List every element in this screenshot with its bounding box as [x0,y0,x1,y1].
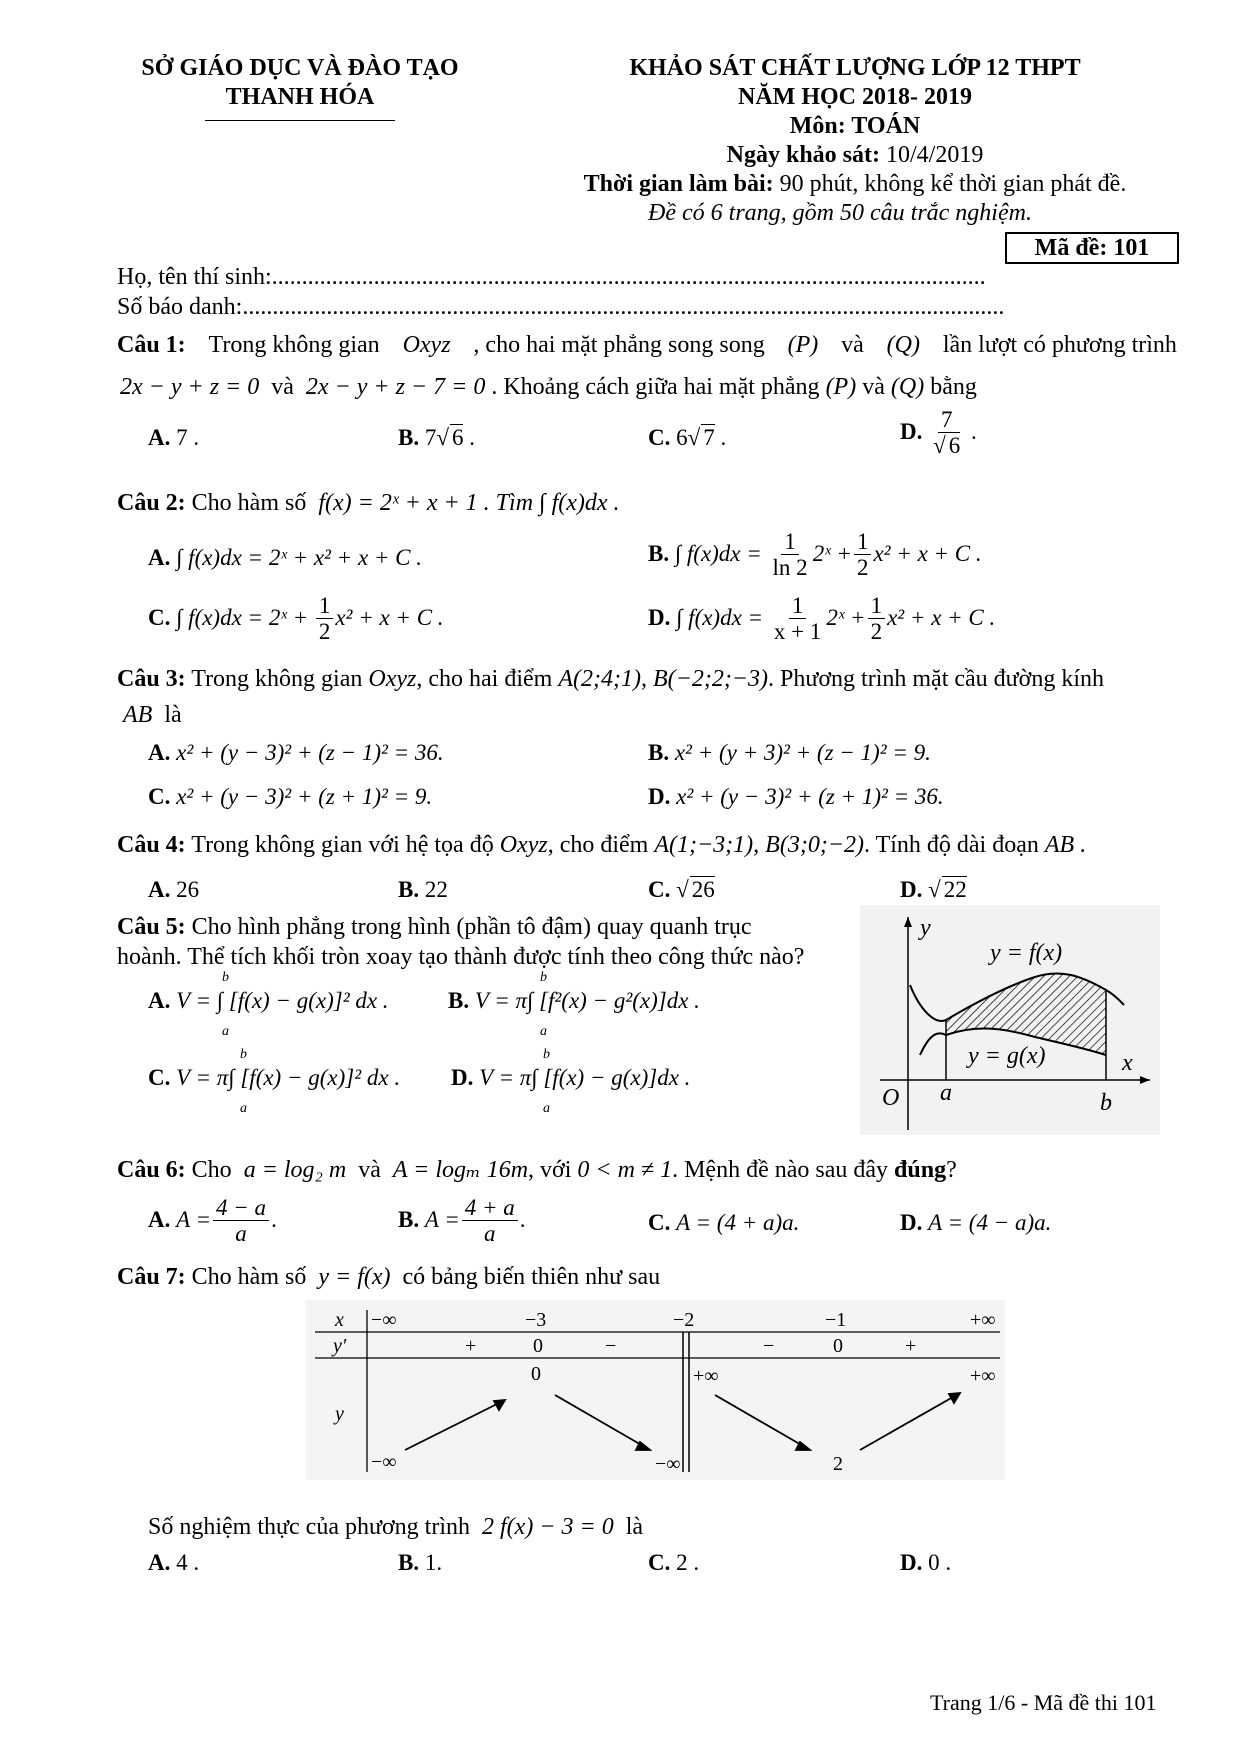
origin-label: O [882,1085,900,1111]
q2-option-d[interactable]: D. ∫ f(x)dx = $\frac{1}{x + 1}$ 2ˣ + $\frac{1}{2}$ x² + x + C . [648,593,996,644]
y-value: −∞ [371,1451,397,1473]
student-id-field[interactable]: Số báo danh:............................................................................................................................... [117,294,1005,320]
q6-option-a[interactable]: A. A = $\frac{4 - a}{a}$ . [148,1195,277,1246]
limit-lower: a [543,1101,550,1116]
question-1: Câu 1: Trong không gian Oxyz , cho hai mặt phẳng song song (P) và (Q) lần lượt có phương trình [117,332,1177,358]
school-year: NĂM HỌC 2018- 2019 [738,84,972,110]
x-value: −2 [673,1309,695,1331]
q2-option-c[interactable]: C. ∫ f(x)dx = 2ˣ + $\frac{1}{2}$ x² + x + C . [148,593,444,644]
question-7-ask: Số nghiệm thực của phương trình 2 f(x) − 3 = 0 là [148,1514,644,1540]
q3-option-d[interactable]: D. x² + (y − 3)² + (z + 1)² = 36. [648,784,944,809]
question-3: Câu 3: Trong không gian Oxyz, cho hai điểm A(2;4;1), B(−2;2;−3). Phương trình mặt cầu đường kính [117,666,1105,692]
y-value: +∞ [970,1365,996,1387]
header-left [100,54,500,112]
q5-option-b[interactable]: B. V = π∫ [f²(x) − g²(x)]dx . [448,988,700,1013]
sign: 0 [533,1335,543,1357]
sign: + [905,1335,917,1357]
exam-date: Ngày khảo sát: 10/4/2019 [726,142,984,168]
limit-upper: b [543,1047,550,1062]
header-underline [205,120,395,121]
q1-option-d[interactable]: D. $\frac{7}{√ 6}$ . [900,407,977,458]
a-label: a [940,1080,952,1106]
question-5: Câu 5: Cho hình phẳng trong hình (phần tô đậm) quay quanh trục [117,914,752,940]
pages-note: Đề có 6 trang, gồm 50 câu trắc nghiệm. [648,200,1032,226]
q7-option-c[interactable]: C. 2 . [648,1550,700,1575]
x-value: +∞ [970,1309,996,1331]
y-row-label: y [335,1403,344,1425]
q6-option-c[interactable]: C. A = (4 + a)a. [648,1210,800,1235]
student-name-field[interactable]: Họ, tên thí sinh:....................................................................................................................... [117,264,986,290]
sign: − [605,1335,617,1357]
sign: − [763,1335,775,1357]
q1-option-a[interactable]: A. 7 . [148,425,200,450]
q1-option-c[interactable]: C. 6√ 7 . [648,425,727,450]
q7-option-b[interactable]: B. 1. [398,1550,443,1575]
limit-lower: a [240,1101,247,1116]
q5-option-c[interactable]: C. V = π∫ [f(x) − g(x)]² dx . [148,1065,401,1090]
exam-title: KHẢO SÁT CHẤT LƯỢNG LỚP 12 THPT [629,55,1081,81]
q6-option-b[interactable]: B. A = $\frac{4 + a}{a}$ . [398,1195,526,1246]
q4-option-b[interactable]: B. 22 [398,877,448,902]
q4-option-d[interactable]: D. √ 22 [900,877,967,902]
q1-option-b[interactable]: B. 7√ 6 . [398,425,475,450]
exam-code-box: Mã đề: 101 [1005,232,1179,264]
yprime-row-label: y′ [333,1335,347,1357]
sign: + [465,1335,477,1357]
b-label: b [1100,1090,1112,1116]
question-6: Câu 6: Cho a = log₂ m và A = logₘ 16m, với 0 < m ≠ 1. Mệnh đề nào sau đây đúng? [117,1157,957,1183]
y-value: 0 [531,1363,541,1385]
y-value: −∞ [655,1453,681,1475]
f-label: y = f(x) [990,940,1063,966]
x-value: −3 [525,1309,547,1331]
q3-option-a[interactable]: A. x² + (y − 3)² + (z − 1)² = 36. [148,740,444,765]
g-label: y = g(x) [968,1043,1046,1069]
limit-upper: b [540,970,547,985]
q3-option-c[interactable]: C. x² + (y − 3)² + (z + 1)² = 9. [148,784,433,809]
x-value: −1 [825,1309,847,1331]
area-graph [860,905,1160,1135]
q4-option-a[interactable]: A. 26 [148,877,200,902]
y-value: +∞ [693,1365,719,1387]
q4-option-c[interactable]: C. √ 26 [648,877,715,902]
variation-table [305,1300,1005,1480]
q3-option-b[interactable]: B. x² + (y + 3)² + (z − 1)² = 9. [648,740,931,765]
x-axis-label: x [1122,1050,1133,1076]
question-5-line2: hoành. Thể tích khối tròn xoay tạo thành được tính theo công thức nào? [117,944,805,970]
department-name: SỞ GIÁO DỤC VÀ ĐÀO TẠO [141,55,459,81]
x-row-label: x [335,1309,344,1331]
header-right [555,54,1155,228]
question-2: Câu 2: Cho hàm số f(x) = 2ˣ + x + 1 . Tìm ∫ f(x)dx . [117,490,620,516]
sign: 0 [833,1335,843,1357]
q2-option-b[interactable]: B. ∫ f(x)dx = $\frac{1}{\ln 2}$ 2ˣ + $\frac{1}{2}$ x² + x + C . [648,529,982,580]
exam-time: Thời gian làm bài: 90 phút, không kể thời gian phát đề. [583,171,1127,197]
question-3-line2: AB là [123,702,182,728]
limit-upper: b [240,1047,247,1062]
limit-lower: a [540,1024,547,1039]
q2-option-a[interactable]: A. ∫ f(x)dx = 2ˣ + x² + x + C . [148,545,423,570]
limit-upper: b [222,970,229,985]
limit-lower: a [222,1024,229,1039]
subject: Môn: TOÁN [789,113,921,139]
question-7: Câu 7: Cho hàm số y = f(x) có bảng biến thiên như sau [117,1264,661,1290]
province-name: THANH HÓA [225,84,375,110]
q7-option-d[interactable]: D. 0 . [900,1550,952,1575]
x-value: −∞ [371,1309,397,1331]
q6-option-d[interactable]: D. A = (4 − a)a. [900,1210,1052,1235]
question-1-line2: 2x − y + z = 0 và 2x − y + z − 7 = 0 . Khoảng cách giữa hai mặt phẳng (P) và (Q) bằng [120,374,977,400]
y-axis-label: y [920,915,931,941]
y-value: 2 [833,1453,843,1475]
q7-option-a[interactable]: A. 4 . [148,1550,200,1575]
question-4: Câu 4: Trong không gian với hệ tọa độ Oxyz, cho điểm A(1;−3;1), B(3;0;−2). Tính độ dài đoạn AB . [117,832,1087,858]
q5-option-a[interactable]: A. V = ∫ [f(x) − g(x)]² dx . [148,988,389,1013]
page-footer: Trang 1/6 - Mã đề thi 101 [930,1690,1157,1715]
q5-option-d[interactable]: D. V = π∫ [f(x) − g(x)]dx . [451,1065,691,1090]
